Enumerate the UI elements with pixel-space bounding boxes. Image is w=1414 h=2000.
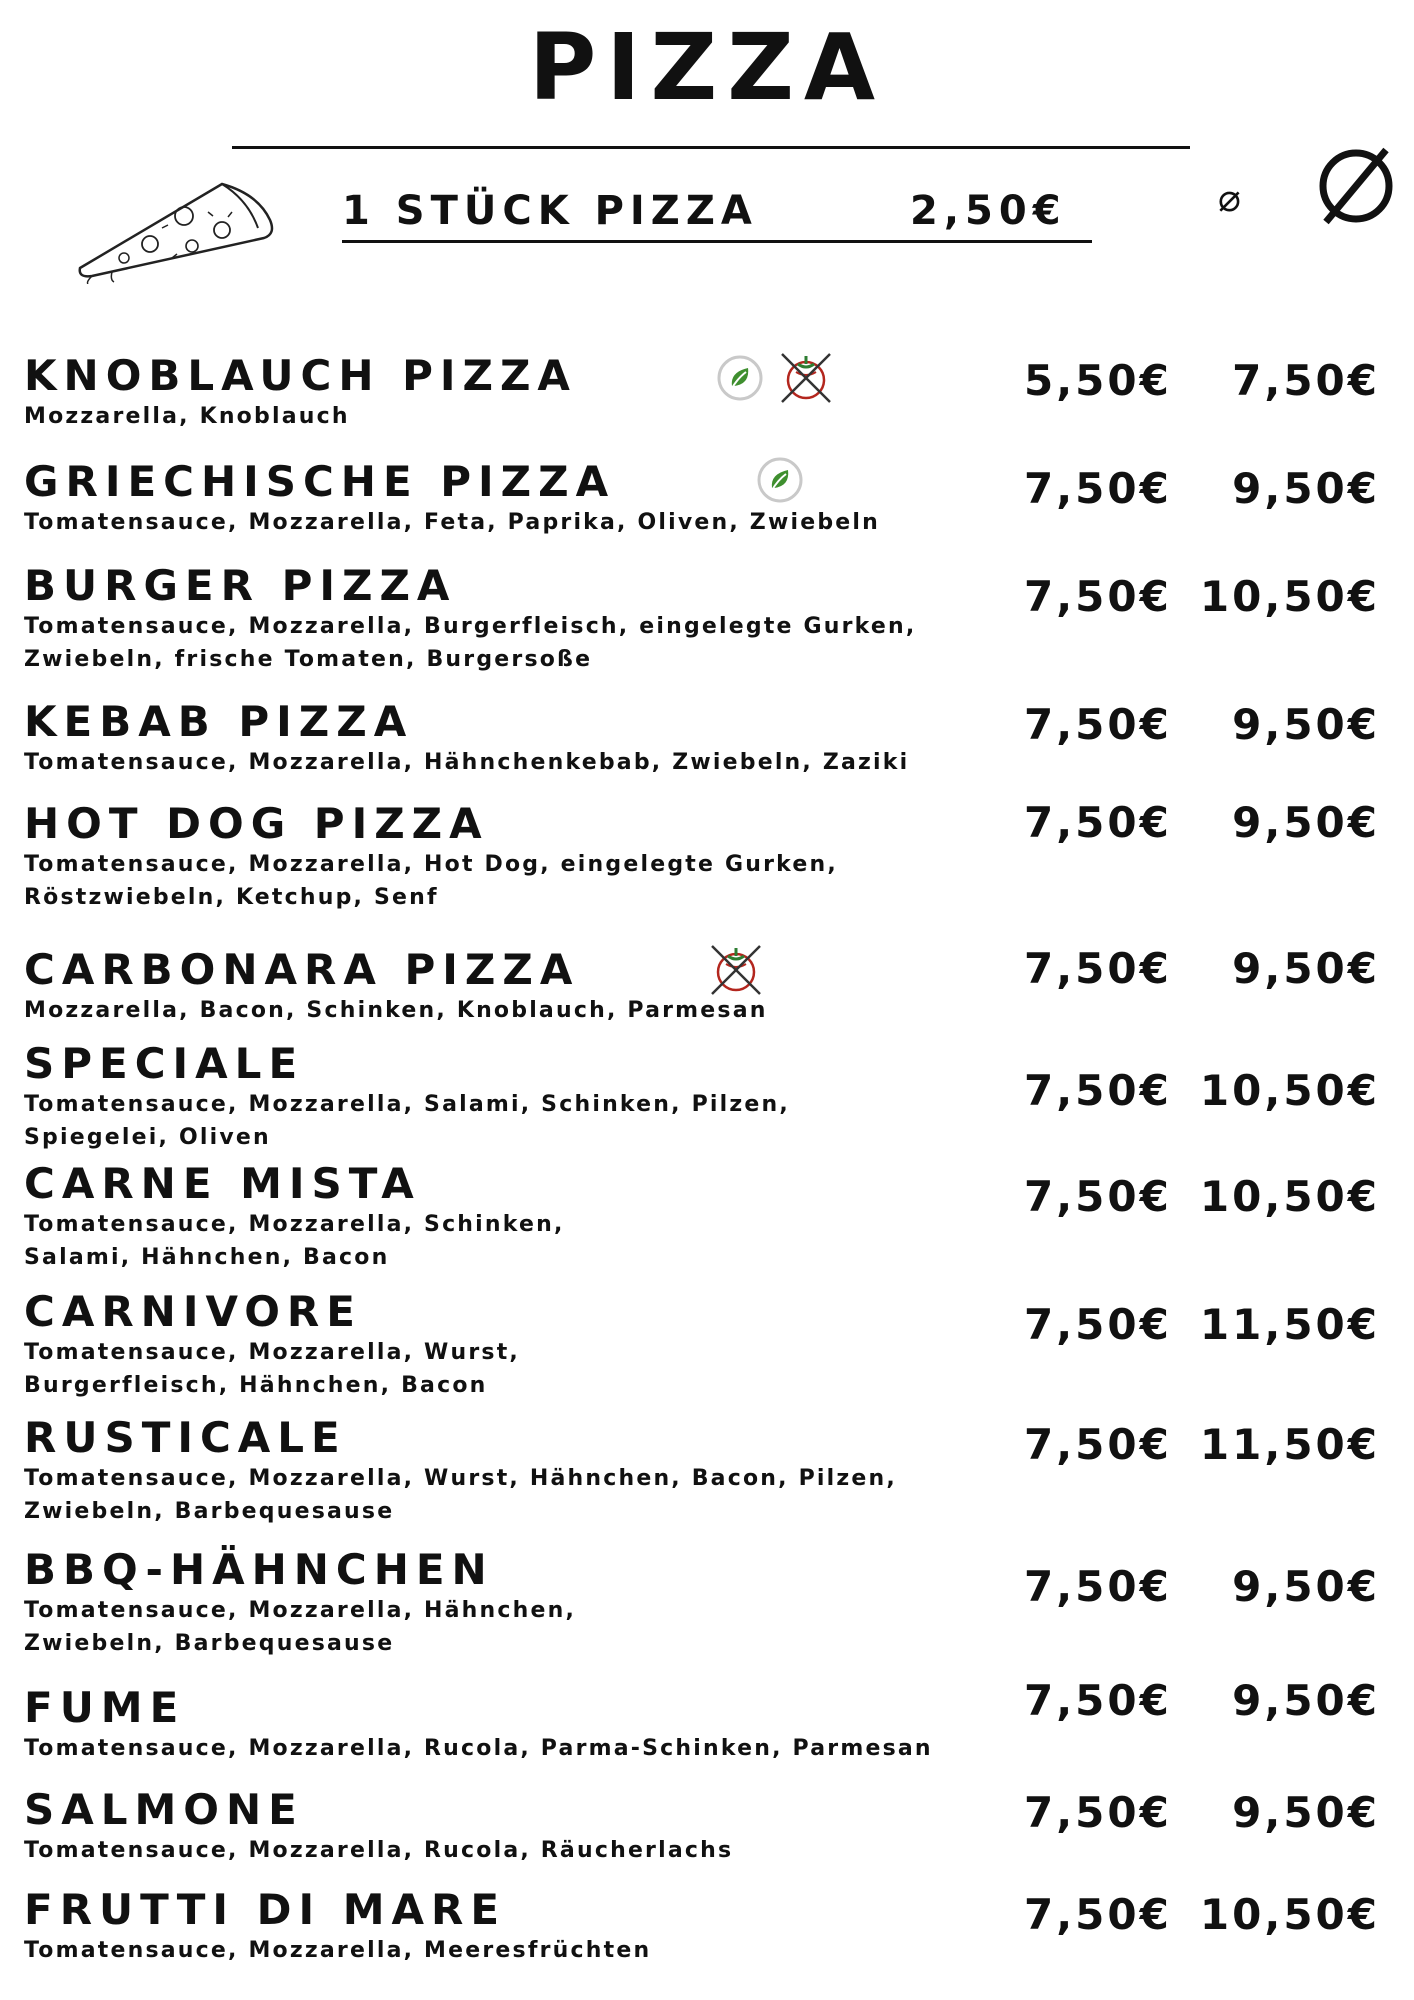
vegetarian-leaf-icon: [756, 456, 804, 504]
price-small: 7,50€: [1024, 798, 1172, 847]
price-small: 7,50€: [1024, 1562, 1172, 1611]
item-description-line: Spiegelei, Oliven: [24, 1125, 271, 1150]
item-description-line: Burgerfleisch, Hähnchen, Bacon: [24, 1373, 488, 1398]
item-description: [24, 1732, 933, 1765]
item-description: [24, 1088, 790, 1154]
price-large: 11,50€: [1199, 1420, 1380, 1469]
item-description-line: Tomatensauce, Mozzarella, Burgerfleisch, eingelegte Gurken,: [24, 614, 917, 639]
item-name: HOT DOG PIZZA: [24, 799, 489, 848]
price-small: 7,50€: [1024, 464, 1172, 513]
item-description: [24, 1934, 651, 1967]
item-description-line: Tomatensauce, Mozzarella, Hot Dog, eingelegte Gurken,: [24, 852, 838, 877]
item-description: [24, 610, 916, 676]
item-description: [24, 994, 768, 1027]
item-name: FUME: [24, 1683, 186, 1732]
item-name: RUSTICALE: [24, 1413, 347, 1462]
price-small: 7,50€: [1024, 1172, 1172, 1221]
vegetarian-leaf-icon: [716, 354, 764, 402]
item-description-line: Mozzarella, Knoblauch: [24, 404, 350, 429]
price-large: 10,50€: [1199, 572, 1380, 621]
item-name: KEBAB PIZZA: [24, 697, 414, 746]
price-large: 11,50€: [1199, 1300, 1380, 1349]
price-small: 7,50€: [1024, 1420, 1172, 1469]
price-large: 9,50€: [1232, 700, 1380, 749]
item-name: KNOBLAUCH PIZZA: [24, 351, 577, 400]
title-divider: [232, 146, 1190, 149]
item-name: BURGER PIZZA: [24, 561, 457, 610]
item-description-line: Röstzwiebeln, Ketchup, Senf: [24, 885, 439, 910]
diameter-large-icon: [1316, 146, 1396, 226]
item-name: CARBONARA PIZZA: [24, 945, 580, 994]
no-tomato-icon: [776, 348, 836, 408]
item-name: SPECIALE: [24, 1039, 305, 1088]
item-description: [24, 848, 838, 914]
price-large: 9,50€: [1232, 798, 1380, 847]
item-description-line: Tomatensauce, Mozzarella, Rucola, Räucherlachs: [24, 1838, 734, 1863]
item-description: [24, 746, 909, 779]
menu-title: PIZZA: [528, 14, 886, 121]
item-description-line: Tomatensauce, Mozzarella, Wurst,: [24, 1340, 520, 1365]
item-description-line: Zwiebeln, Barbequesause: [24, 1499, 395, 1524]
item-name: FRUTTI DI MARE: [24, 1885, 507, 1934]
item-description-line: Mozzarella, Bacon, Schinken, Knoblauch, Parmesan: [24, 998, 768, 1023]
price-large: 9,50€: [1232, 1562, 1380, 1611]
price-small: 7,50€: [1024, 700, 1172, 749]
item-description: [24, 400, 350, 433]
price-small: 7,50€: [1024, 572, 1172, 621]
price-large: 7,50€: [1232, 356, 1380, 405]
price-large: 10,50€: [1199, 1890, 1380, 1939]
item-name: CARNE MISTA: [24, 1159, 421, 1208]
item-description: [24, 506, 880, 539]
price-large: 9,50€: [1232, 1788, 1380, 1837]
item-name: CARNIVORE: [24, 1287, 362, 1336]
item-description-line: Tomatensauce, Mozzarella, Meeresfrüchten: [24, 1938, 652, 1963]
size-small-icon: ⌀: [1218, 176, 1241, 220]
price-large: 10,50€: [1199, 1172, 1380, 1221]
price-small: 7,50€: [1024, 944, 1172, 993]
price-large: 10,50€: [1199, 1066, 1380, 1115]
price-small: 7,50€: [1024, 1066, 1172, 1115]
item-description-line: Zwiebeln, frische Tomaten, Burgersoße: [24, 647, 593, 672]
item-description: [24, 1462, 897, 1528]
item-description: [24, 1594, 576, 1660]
price-large: 9,50€: [1232, 944, 1380, 993]
pizza-slice-drawing: [72, 172, 282, 284]
price-small: 7,50€: [1024, 1300, 1172, 1349]
price-large: 9,50€: [1232, 1676, 1380, 1725]
item-description: [24, 1208, 565, 1274]
item-description-line: Salami, Hähnchen, Bacon: [24, 1245, 390, 1270]
item-name: SALMONE: [24, 1785, 304, 1834]
slice-label: 1 STÜCK PIZZA: [342, 188, 758, 234]
item-description-line: Zwiebeln, Barbequesause: [24, 1631, 395, 1656]
item-description: [24, 1834, 733, 1867]
price-small: 5,50€: [1024, 356, 1172, 405]
item-description-line: Tomatensauce, Mozzarella, Hähnchenkebab, Zwiebeln, Zaziki: [24, 750, 910, 775]
item-description: [24, 1336, 520, 1402]
item-description-line: Tomatensauce, Mozzarella, Salami, Schinken, Pilzen,: [24, 1092, 790, 1117]
slice-price: 2,50€: [910, 188, 1067, 234]
item-name: GRIECHISCHE PIZZA: [24, 457, 616, 506]
price-small: 7,50€: [1024, 1676, 1172, 1725]
item-description-line: Tomatensauce, Mozzarella, Hähnchen,: [24, 1598, 577, 1623]
item-name: BBQ-HÄHNCHEN: [24, 1545, 494, 1594]
price-small: 7,50€: [1024, 1890, 1172, 1939]
slice-offer: [342, 188, 1092, 243]
item-description-line: Tomatensauce, Mozzarella, Rucola, Parma-Schinken, Parmesan: [24, 1736, 933, 1761]
item-description-line: Tomatensauce, Mozzarella, Wurst, Hähnchen, Bacon, Pilzen,: [24, 1466, 897, 1491]
price-small: 7,50€: [1024, 1788, 1172, 1837]
item-description-line: Tomatensauce, Mozzarella, Schinken,: [24, 1212, 565, 1237]
no-tomato-icon: [706, 940, 766, 1000]
item-description-line: Tomatensauce, Mozzarella, Feta, Paprika, Oliven, Zwiebeln: [24, 510, 881, 535]
price-large: 9,50€: [1232, 464, 1380, 513]
